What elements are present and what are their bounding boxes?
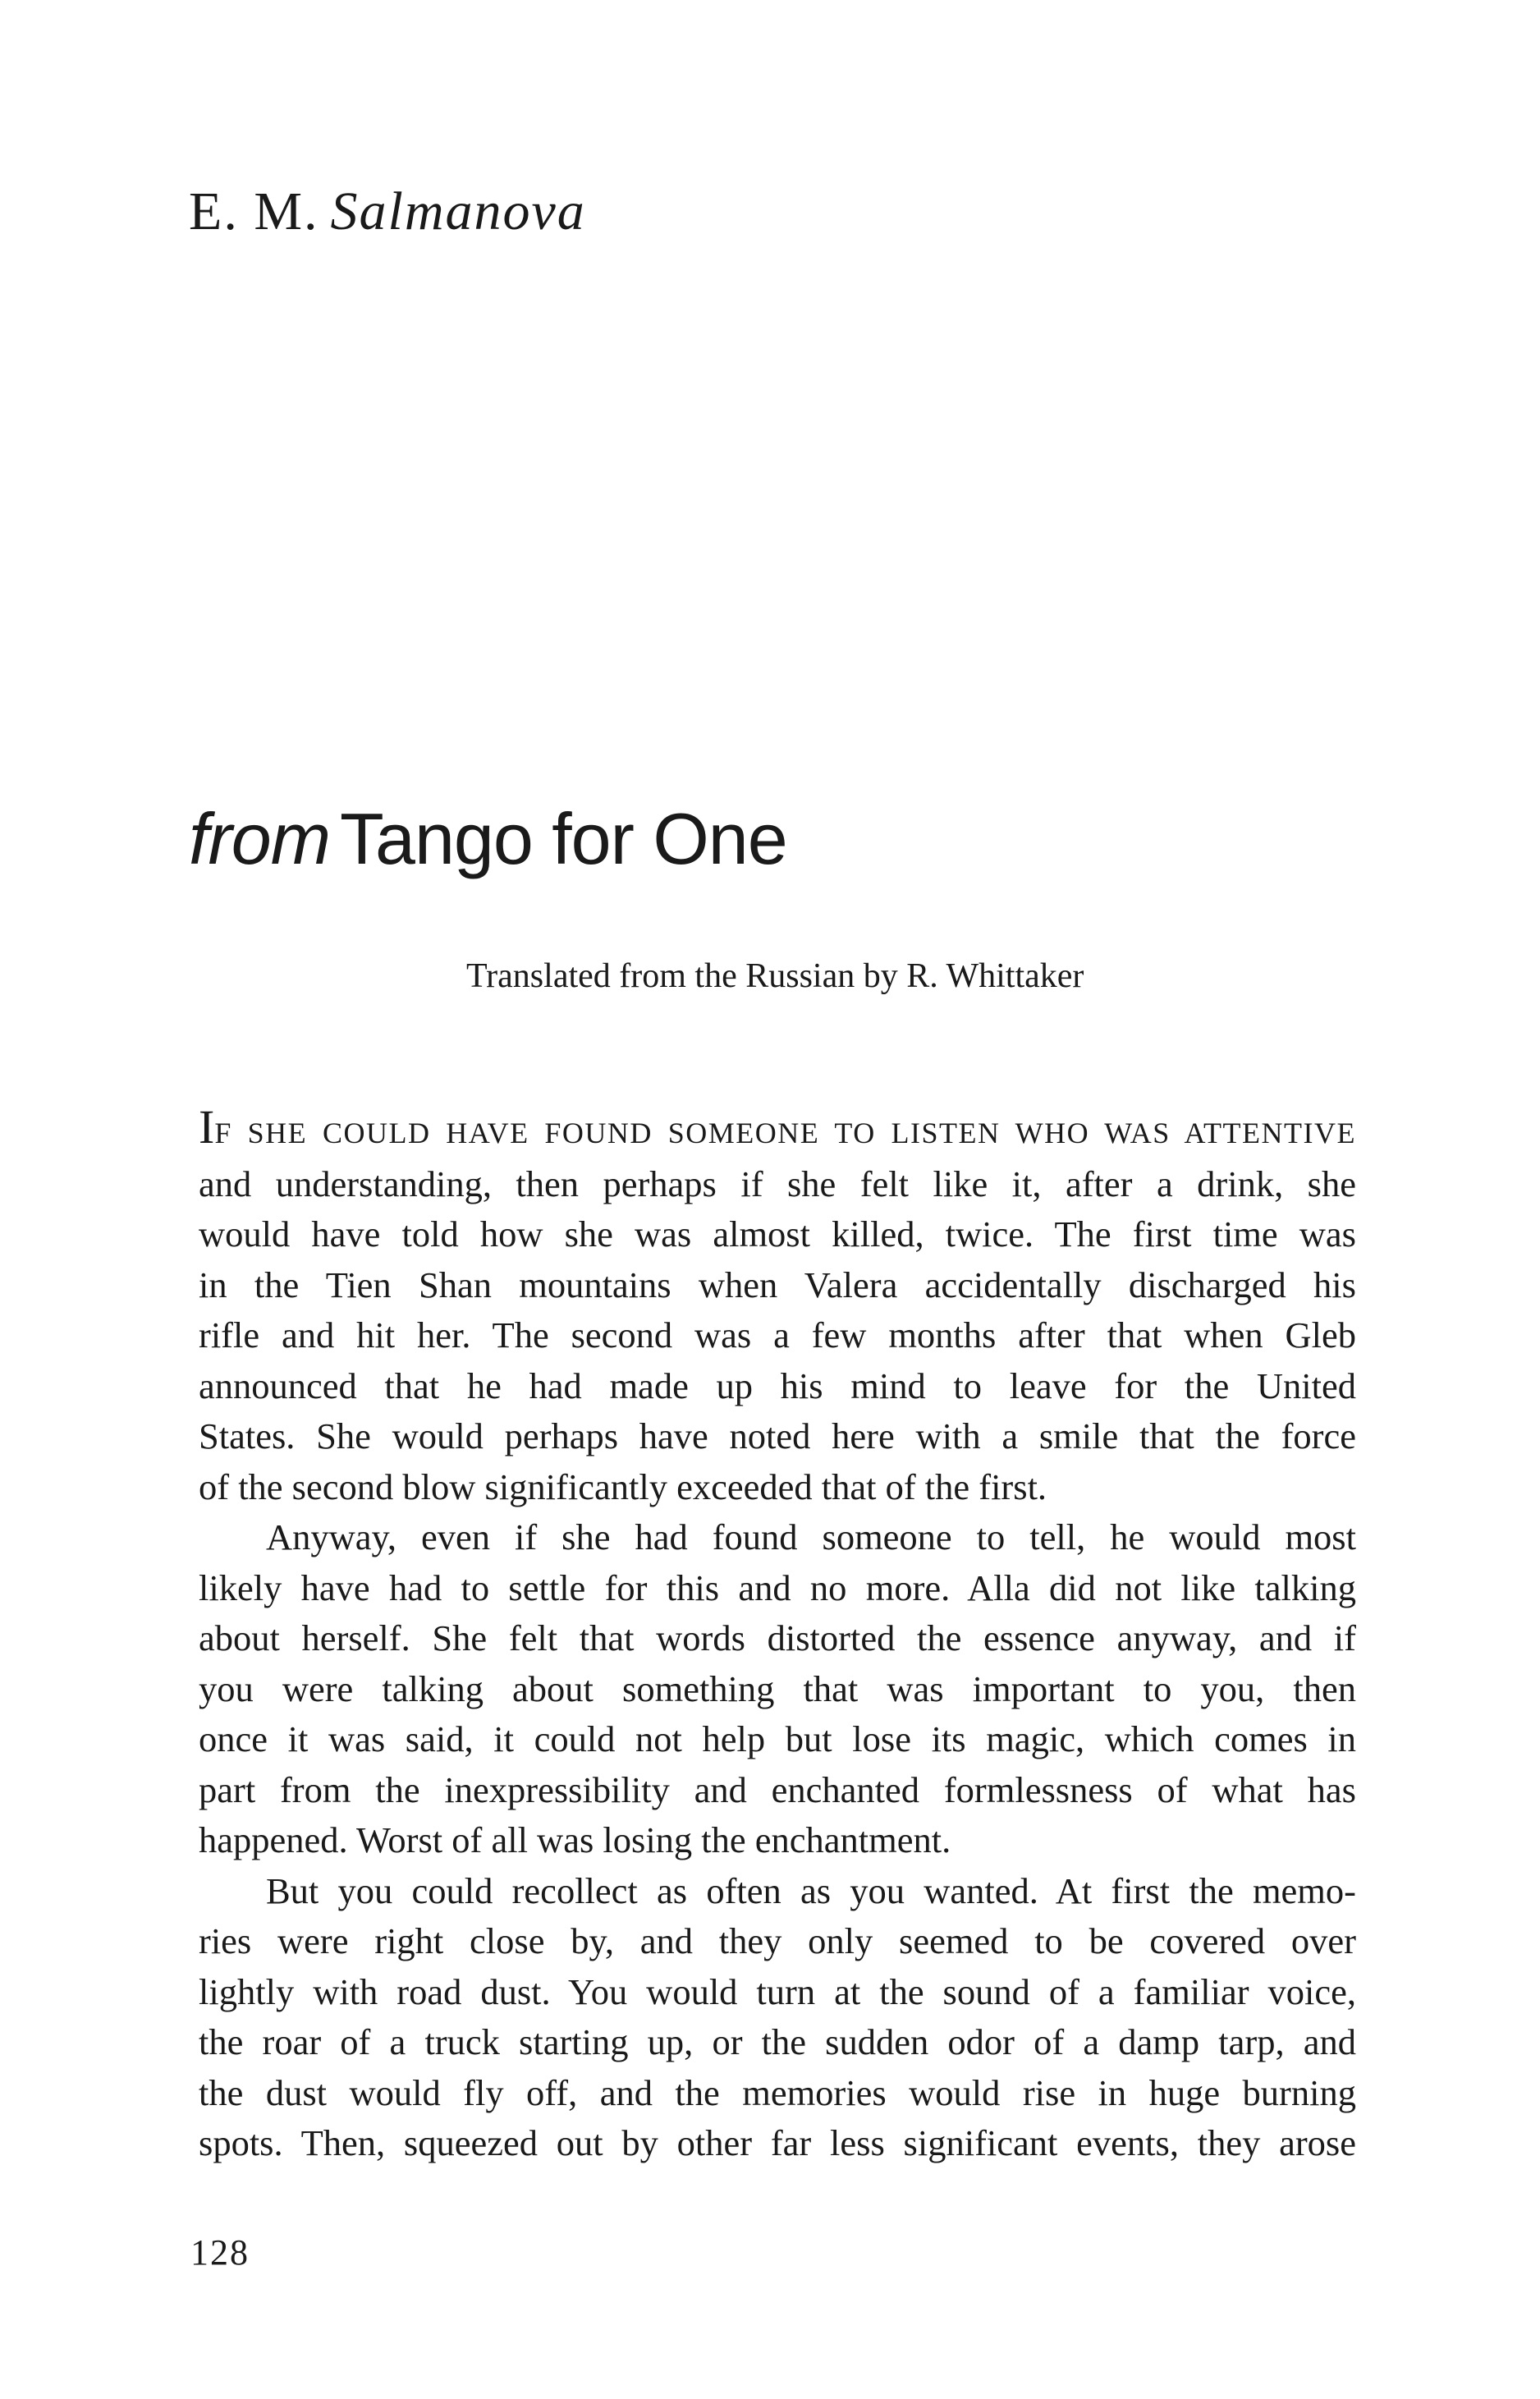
opening-line bbox=[199, 1102, 1356, 1159]
paragraph-3 bbox=[199, 1866, 1356, 2169]
text-line: ries were right close by, and they only seemed to be covered over bbox=[199, 1920, 1356, 1961]
text-line: once it was said, it could not help but lose its magic, which comes in bbox=[199, 1718, 1356, 1759]
author-initials: E. M. bbox=[189, 181, 319, 241]
opening-smallcaps: F SHE COULD HAVE FOUND SOMEONE TO LISTEN WHO WAS ATTENTIVE bbox=[214, 1117, 1356, 1149]
text-line: and understanding, then perhaps if she felt like it, after a drink, she bbox=[199, 1163, 1356, 1204]
text-line: you were talking about something that was important to you, then bbox=[199, 1667, 1356, 1709]
author-surname: Salmanova bbox=[330, 181, 586, 241]
text-line: lightly with road dust. You would turn at the sound of a familiar voice, bbox=[199, 1970, 1356, 2012]
title-from: from bbox=[189, 798, 330, 879]
text-line: rifle and hit her. The second was a few months after that when Gleb bbox=[199, 1314, 1356, 1355]
text-line: announced that he had made up his mind to leave for the United bbox=[199, 1365, 1356, 1406]
text-line: about herself. She felt that words distorted the essence anyway, and if bbox=[199, 1617, 1356, 1658]
text-line: Anyway, even if she had found someone to tell, he would most bbox=[266, 1516, 1356, 1557]
page-title bbox=[189, 798, 787, 879]
opening-initial: I bbox=[199, 1100, 215, 1154]
text-line: the dust would fly off, and the memories would rise in huge burning bbox=[199, 2071, 1356, 2113]
text-line: part from the inexpressibility and enchanted formlessness of what has bbox=[199, 1768, 1356, 1810]
page-number: 128 bbox=[190, 2232, 250, 2273]
text-line: would have told how she was almost killed, twice. The first time was bbox=[199, 1213, 1356, 1255]
text-line: But you could recollect as often as you wanted. At first the memo- bbox=[266, 1869, 1356, 1911]
author-name bbox=[189, 181, 586, 241]
text-line: of the second blow significantly exceeded that of the first. bbox=[199, 1466, 1047, 1507]
text-line: in the Tien Shan mountains when Valera accidentally discharged his bbox=[199, 1264, 1356, 1305]
text-line: spots. Then, squeezed out by other far less significant events, they arose bbox=[199, 2122, 1356, 2163]
paragraph-2 bbox=[199, 1512, 1356, 1866]
body-text bbox=[199, 1102, 1356, 2169]
text-line: happened. Worst of all was losing the enchantment. bbox=[199, 1819, 951, 1860]
text-line: likely have had to settle for this and no more. Alla did not like talking bbox=[199, 1566, 1356, 1608]
text-line: States. She would perhaps have noted here with a smile that the force bbox=[199, 1415, 1356, 1456]
translator-credit: Translated from the Russian by R. Whittaker bbox=[466, 957, 1084, 995]
text-line: the roar of a truck starting up, or the sudden odor of a damp tarp, and bbox=[199, 2021, 1356, 2062]
paragraph-1 bbox=[199, 1102, 1356, 1512]
title-work: Tango for One bbox=[340, 798, 787, 879]
